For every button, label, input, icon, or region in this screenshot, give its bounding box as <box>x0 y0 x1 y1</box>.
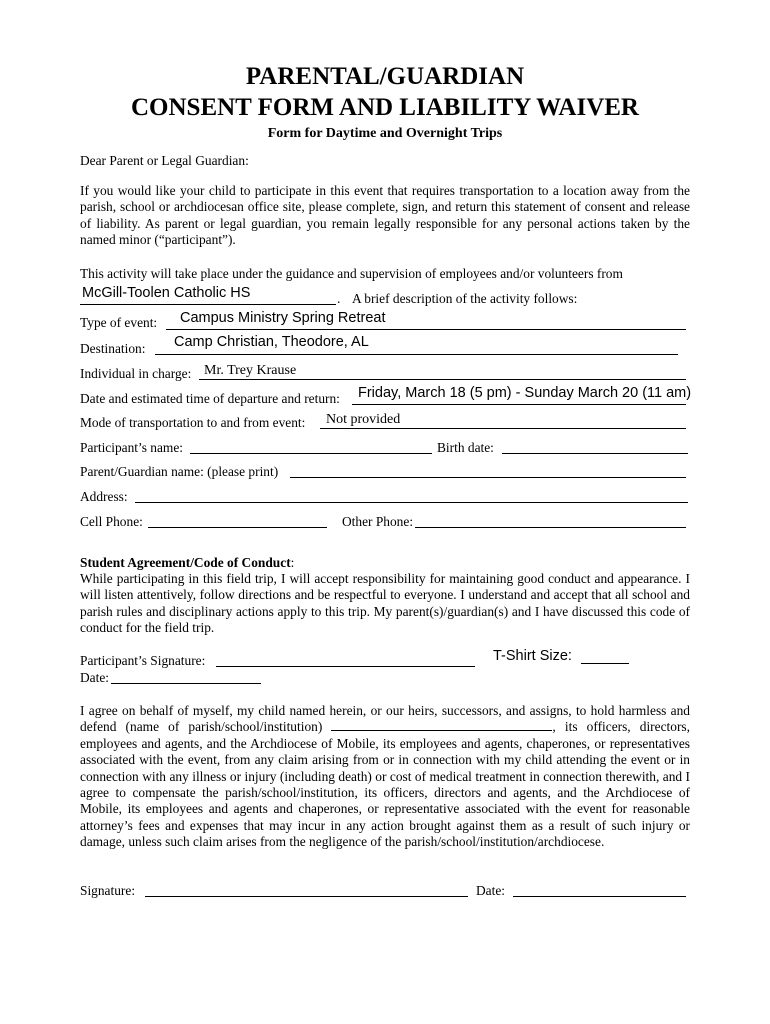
participant-name-field[interactable] <box>190 453 432 454</box>
participant-signature-field[interactable] <box>216 666 475 667</box>
activity-description-label: A brief description of the activity follows: <box>352 291 578 306</box>
greeting: Dear Parent or Legal Guardian: <box>80 153 249 168</box>
tshirt-size-label: T-Shirt Size: <box>493 648 572 664</box>
type-of-event-line <box>166 329 686 330</box>
address-field[interactable] <box>135 502 688 503</box>
final-signature-field[interactable] <box>145 896 468 897</box>
organization-line <box>80 304 336 305</box>
agreement-date-field[interactable] <box>111 683 261 684</box>
tshirt-size-field[interactable] <box>581 663 629 664</box>
participant-signature-label: Participant’s Signature: <box>80 653 206 668</box>
cell-phone-label: Cell Phone: <box>80 514 143 529</box>
departure-return-field[interactable]: Friday, March 18 (5 pm) - Sunday March 20 (11 am) <box>358 385 692 401</box>
departure-return-line <box>352 404 686 405</box>
form-title-line1: PARENTAL/GUARDIAN <box>245 63 525 90</box>
destination-line <box>155 354 678 355</box>
supervision-text: This activity will take place under the guidance and supervision of employees and/or volunteers from <box>80 266 623 281</box>
form-subtitle: Form for Daytime and Overnight Trips <box>267 126 503 141</box>
period-mark: . <box>337 291 341 306</box>
birth-date-label: Birth date: <box>437 440 494 455</box>
parent-name-label: Parent/Guardian name: (please print) <box>80 464 279 479</box>
individual-in-charge-line <box>199 379 686 380</box>
participant-name-label: Participant’s name: <box>80 440 184 455</box>
agreement-heading: Student Agreement/Code of Conduct: <box>80 555 295 570</box>
birth-date-field[interactable] <box>502 453 688 454</box>
transportation-field[interactable]: Not provided <box>326 412 401 427</box>
transportation-label: Mode of transportation to and from event: <box>80 415 306 430</box>
intro-paragraph: If you would like your child to participate in this event that requires transportation to a location away from the parish, school or archdiocesan office site, please complete, sign, and return this statement of consent and release of liability. As parent or legal guardian, you remain legally responsible for any personal actions taken by the named minor (“participant”). <box>80 183 690 248</box>
waiver-paragraph: I agree on behalf of myself, my child named herein, or our heirs, successors, and assigns, to hold harmless and defend (name of parish/school/institution) , its officers, directors, employees and agents, and the Archdiocese of Mobile, its employees and agents, chaperones, or representatives associated with the event, from any claim arising from or in connection with my child attending the event or in connection with any illness or injury (including death) or cost of medical treatment in connection therewith, and I agree to compensate the parish/school/institution, its officers, directors and agents, and the Archdiocese of Mobile, its employees and agents and chaperones, or representative associated with the event for reasonable attorney’s fees and expenses that may incur in any action brought against them as a result of such injury or damage, unless such claim arises from the negligence of the parish/school/institution/archdiocese. <box>80 703 690 850</box>
other-phone-field[interactable] <box>415 527 686 528</box>
organization-field[interactable]: McGill-Toolen Catholic HS <box>82 285 251 301</box>
destination-label: Destination: <box>80 341 146 356</box>
cell-phone-field[interactable] <box>148 527 327 528</box>
institution-name-field[interactable] <box>331 719 552 731</box>
other-phone-label: Other Phone: <box>342 514 414 529</box>
transportation-line <box>320 428 686 429</box>
individual-in-charge-label: Individual in charge: <box>80 366 192 381</box>
parent-name-field[interactable] <box>290 477 686 478</box>
departure-return-label: Date and estimated time of departure and return: <box>80 391 340 406</box>
final-date-field[interactable] <box>513 896 686 897</box>
destination-field[interactable]: Camp Christian, Theodore, AL <box>174 334 369 350</box>
type-of-event-field[interactable]: Campus Ministry Spring Retreat <box>180 310 386 326</box>
address-label: Address: <box>80 489 128 504</box>
individual-in-charge-field[interactable]: Mr. Trey Krause <box>204 363 297 378</box>
agreement-body: While participating in this field trip, I will accept responsibility for maintaining good conduct and appearance. I will listen attentively, follow directions and be respectful to everyone. I understand and accept that all school and parish rules and disciplinary actions apply to this trip. My parent(s)/guardian(s) and I have discussed this code of conduct for the field trip. <box>80 571 690 636</box>
form-title-line2: CONSENT FORM AND LIABILITY WAIVER <box>131 94 639 121</box>
agreement-date-label: Date: <box>80 670 109 685</box>
final-date-label: Date: <box>476 883 505 898</box>
type-of-event-label: Type of event: <box>80 315 158 330</box>
final-signature-label: Signature: <box>80 883 136 898</box>
